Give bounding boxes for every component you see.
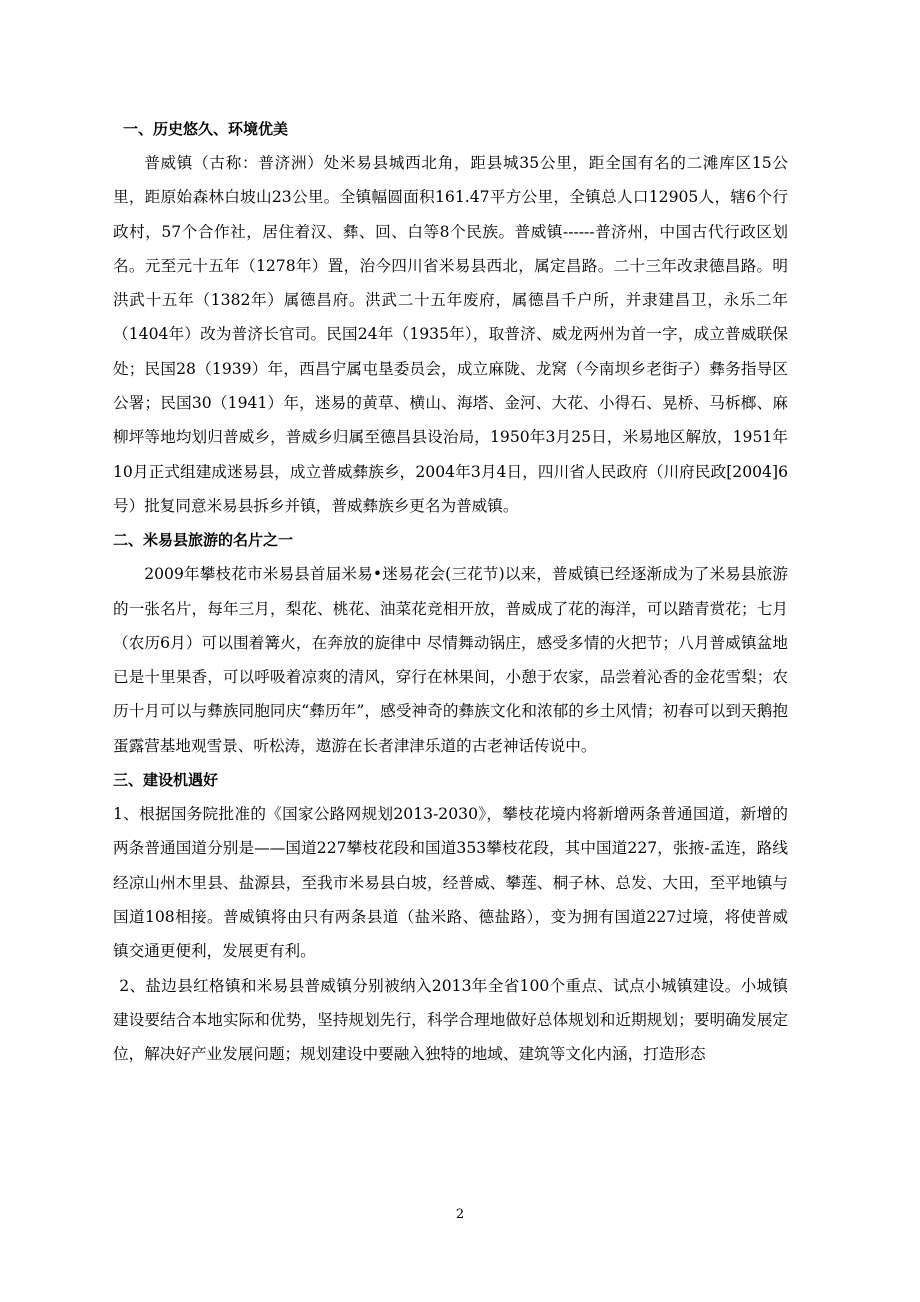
paragraph-history: 普威镇（古称：普济洲）处米易县城西北角，距县城35公里，距全国有名的二滩库区15公里，距原始森林白坡山23公里。全镇幅圆面积161.47平方公里，全镇总人口12905人，辖6个行政村，57个合作社，居住着汉、彝、回、白等8个民族。普威镇------普济州，中国古代行政区划名。元至元十五年（1278年）置，治今四川省米易县西北，属定昌路。二十三年改隶德昌路。明洪武十五年（1382年）属德昌府。洪武二十五年废府，属德昌千户所，并隶建昌卫，永乐二年（1404年）改为普济长官司。民国24年（1935年），取普济、威龙两州为首一字，成立普威联保处；民国28（1939）年，西昌宁属屯垦委员会，成立麻陇、龙窝（今南坝乡老街子）彝务指导区公署；民国30（1941）年，迷易的黄草、横山、海塔、金河、大花、小得石、晃桥、马柝榔、麻柳坪等地均划归普威乡，普威乡归属至德昌县设治局，1950年3月25日，米易地区解放，1951年10月正式组建成迷易县，成立普威彝族乡，2004年3月4日，四川省人民政府（川府民政[2004]6号）批复同意米易县拆乡并镇，普威彝族乡更名为普威镇。 (113, 154, 788, 515)
page-number: 2 (455, 1207, 465, 1222)
document-body (113, 112, 788, 1071)
section-heading-history: 一、历史悠久、环境优美 (123, 120, 289, 138)
section-heading-construction: 三、建设机遇好 (113, 771, 219, 790)
paragraph-tourism: 2009年攀枝花市米易县首届米易•迷易花会(三花节)以来，普威镇已经逐渐成为了米易县旅游的一张名片，每年三月，梨花、桃花、油菜花竞相开放，普威成了花的海洋，可以踏青赏花；七月（农历6月）可以围着篝火，在奔放的旋律中 尽情舞动锅庄，感受多情的火把节；八月普威镇盆地已是十里果香，可以呼吸着凉爽的清风，穿行在林果间，小憩于农家，品尝着沁香的金花雪梨；农历十月可以与彝族同胞同庆“彝历年”，感受神奇的彝族文化和浓郁的乡土风情；初春可以到天鹅抱蛋露营基地观雪景、听松涛，遨游在长者津津乐道的古老神话传说中。 (113, 565, 788, 755)
paragraph-town-construction: 2、盐边县红格镇和米易县普威镇分别被纳入2013年全省100个重点、试点小城镇建设。小城镇建设要结合本地实际和优势，坚持规划先行，科学合理地做好总体规划和近期规划；要明确发展定位，解决好产业发展问题；规划建设中要融入独特的地域、建筑等文化内涵，打造形态 (113, 976, 788, 1064)
paragraph-highway-plan: 1、根据国务院批准的《国家公路网规划2013-2030》，攀枝花境内将新增两条普通国道，新增的两条普通国道分别是——国道227攀枝花段和国道353攀枝花段，其中国道227，张掖-孟连，路线经凉山州木里县、盐源县，至我市米易县白坡，经普威、攀莲、桐子林、总发、大田，至平地镇与国道108相接。普威镇将由只有两条县道（盐米路、德盐路），变为拥有国道227过境，将使普威镇交通更便利，发展更有利。 (113, 805, 788, 961)
section-heading-tourism: 二、米易县旅游的名片之一 (113, 531, 294, 550)
